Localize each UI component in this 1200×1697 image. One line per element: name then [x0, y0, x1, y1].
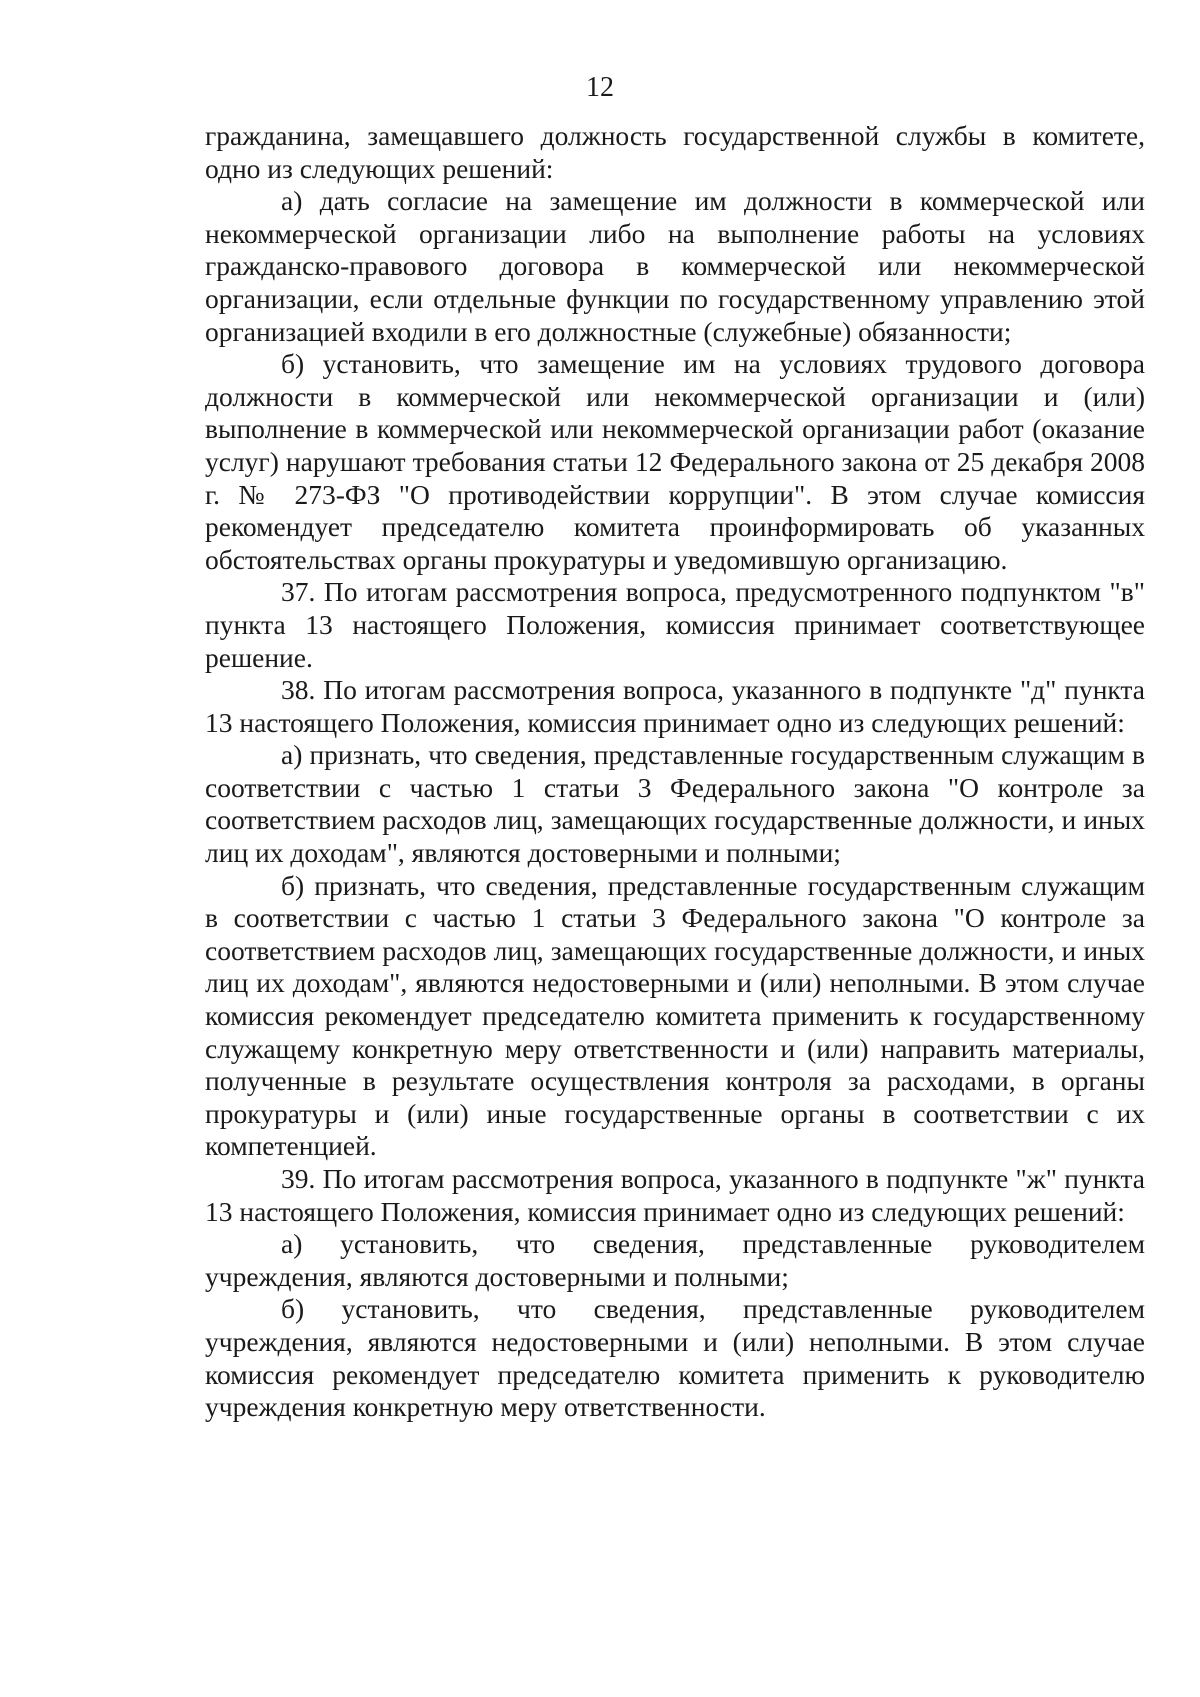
page-number: 12: [586, 72, 614, 103]
paragraph: 38. По итогам рассмотрения вопроса, указанного в подпункте "д" пункта 13 настоящего Положения, комиссия принимает одно из следующих решений:: [205, 674, 1145, 738]
paragraph: б) установить, что замещение им на условиях трудового договора должности в коммерческой или некоммерческой организации и (или) выполнение в коммерческой или некоммерческой организации работ (оказание услуг) нарушают требования статьи 12 Федерального закона от 25 декабря 2008 г. № 273-ФЗ "О противодействии коррупции". В этом случае комиссия рекомендует председателю комитета проинформировать об указанных обстоятельствах органы прокуратуры и уведомившую организацию.: [205, 348, 1145, 575]
paragraph: а) дать согласие на замещение им должности в коммерческой или некоммерческой организации либо на выполнение работы на условиях гражданско-правового договора в коммерческой или некоммерческой организации, если отдельные функции по государственному управлению этой организацией входили в его должностные (служебные) обязанности;: [205, 185, 1145, 347]
paragraph: а) установить, что сведения, представленные руководителем учреждения, являются достоверными и полными;: [205, 1228, 1145, 1292]
paragraph: 37. По итогам рассмотрения вопроса, предусмотренного подпунктом "в" пункта 13 настоящего Положения, комиссия принимает соответствующее решение.: [205, 576, 1145, 673]
paragraph: 39. По итогам рассмотрения вопроса, указанного в подпункте "ж" пункта 13 настоящего Положения, комиссия принимает одно из следующих решений:: [205, 1163, 1145, 1227]
paragraph: а) признать, что сведения, представленные государственным служащим в соответствии с частью 1 статьи 3 Федерального закона "О контроле за соответствием расходов лиц, замещающих государственные должности, и иных лиц их доходам", являются достоверными и полными;: [205, 739, 1145, 869]
paragraph: б) установить, что сведения, представленные руководителем учреждения, являются недостоверными и (или) неполными. В этом случае комиссия рекомендует председателю комитета применить к руководителю учреждения конкретную меру ответственности.: [205, 1293, 1145, 1423]
paragraph: гражданина, замещавшего должность государственной службы в комитете, одно из следующих решений:: [205, 120, 1145, 184]
paragraph: б) признать, что сведения, представленные государственным служащим в соответствии с частью 1 статьи 3 Федерального закона "О контроле за соответствием расходов лиц, замещающих государственные должности, и иных лиц их доходам", являются недостоверными и (или) неполными. В этом случае комиссия рекомендует председателю комитета применить к государственному служащему конкретную меру ответственности и (или) направить материалы, полученные в результате осуществления контроля за расходами, в органы прокуратуры и (или) иные государственные органы в соответствии с их компетенцией.: [205, 869, 1145, 1162]
document-body: [205, 120, 1145, 1424]
